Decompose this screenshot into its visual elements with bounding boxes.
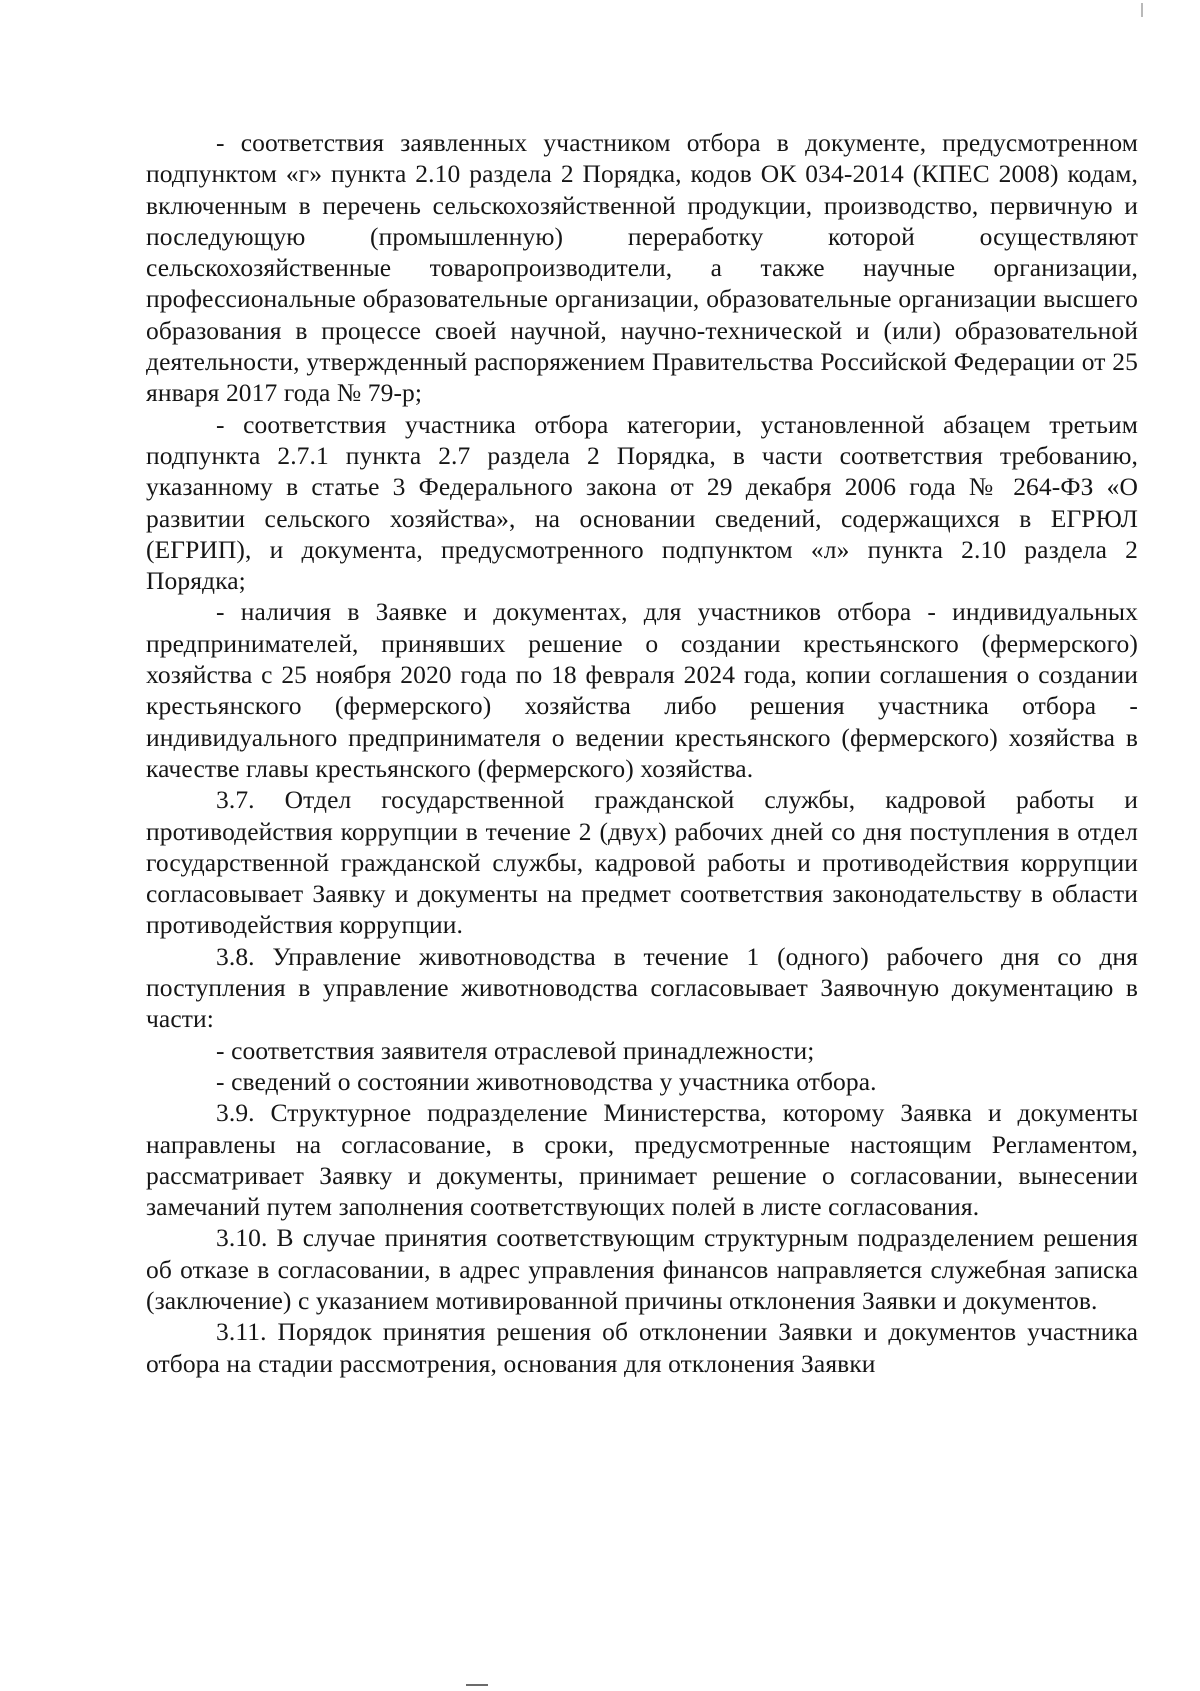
- paragraph-3-10: 3.10. В случае принятия соответствующим структурным подразделением решения об отказе в согласовании, в адрес управления финансов направляется служебная записка (заключение) с указанием мотивированной причины отклонения Заявки и документов.: [146, 1223, 1138, 1315]
- paragraph-farm-agreement: - наличия в Заявке и документах, для участников отбора - индивидуальных предпринимателей, принявших решение о создании крестьянского (фермерского) хозяйства с 25 ноября 2020 года по 18 февраля 2024 года, копии соглашения о создании крестьянского (фермерского) хозяйства либо решения участника отбора - индивидуального предпринимателя о ведении крестьянского (фермерского) хозяйства в качестве главы крестьянского (фермерского) хозяйства.: [146, 597, 1138, 783]
- paragraph-okpd-codes: - соответствия заявленных участником отбора в документе, предусмотренном подпунктом «г» пункта 2.10 раздела 2 Порядка, кодов ОК 034-2014 (КПЕС 2008) кодам, включенным в перечень сельскохозяйственной продукции, производство, первичную и последующую (промышленную) переработку которой осуществляют сельскохозяйственные товаропроизводители, а также научные организации, профессиональные образовательные организации, образовательные организации высшего образования в процессе своей научной, научно-технической и (или) образовательной деятельности, утвержденный распоряжением Правительства Российской Федерации от 25 января 2017 года № 79-р;: [146, 128, 1138, 408]
- paragraph-3-7: 3.7. Отдел государственной гражданской службы, кадровой работы и противодействия коррупции в течение 2 (двух) рабочих дней со дня поступления в отдел государственной гражданской службы, кадровой работы и противодействия коррупции согласовывает Заявку и документы на предмет соответствия законодательству в области противодействия коррупции.: [146, 785, 1138, 940]
- paragraph-3-9: 3.9. Структурное подразделение Министерства, которому Заявка и документы направлены на согласование, в сроки, предусмотренные настоящим Регламентом, рассматривает Заявку и документы, принимает решение о согласовании, вынесении замечаний путем заполнения соответствующих полей в листе согласования.: [146, 1098, 1138, 1222]
- document-body: [146, 127, 1138, 1379]
- scan-corner-mark: [1141, 3, 1143, 17]
- paragraph-livestock-status: - сведений о состоянии животноводства у участника отбора.: [216, 1066, 877, 1096]
- paragraph-participant-category: - соответствия участника отбора категории, установленной абзацем третьим подпункта 2.7.1 пункта 2.7 раздела 2 Порядка, в части соответствия требованию, указанному в статье 3 Федерального закона от 29 декабря 2006 года № 264-ФЗ «О развитии сельского хозяйства», на основании сведений, содержащихся в ЕГРЮЛ (ЕГРИП), и документа, предусмотренного подпунктом «л» пункта 2.10 раздела 2 Порядка;: [146, 409, 1138, 596]
- paragraph-3-11: 3.11. Порядок принятия решения об отклонении Заявки и документов участника отбора на стадии рассмотрения, основания для отклонения Заявки: [146, 1317, 1138, 1378]
- paragraph-3-8: 3.8. Управление животноводства в течение 1 (одного) рабочего дня со дня поступления в управление животноводства согласовывает Заявочную документацию в части:: [146, 941, 1138, 1034]
- paragraph-industry-affiliation: - соответствия заявителя отраслевой принадлежности;: [216, 1035, 815, 1065]
- page-number-mark: [466, 1684, 488, 1686]
